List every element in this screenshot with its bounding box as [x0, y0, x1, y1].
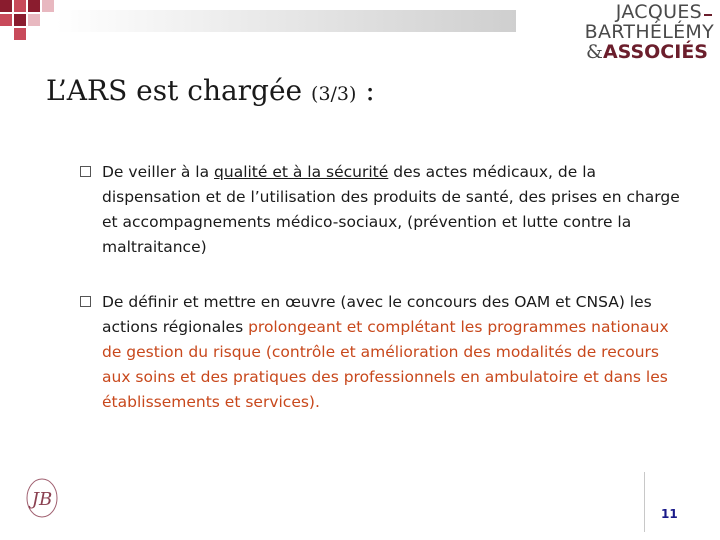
page-number: 11	[661, 507, 678, 521]
jb-monogram-logo	[24, 474, 60, 522]
slide-title-counter: (3/3)	[311, 83, 357, 105]
svg-text:JB: JB	[31, 489, 53, 510]
bullet-1-text-a: De veiller à la	[102, 163, 215, 181]
bullet-square-icon	[80, 296, 91, 307]
corner-squares-decoration	[0, 0, 60, 40]
slide-title-colon: :	[365, 74, 375, 107]
bullet-square-icon	[80, 166, 91, 177]
bullet-1-underlined: qualité et à la sécurité	[214, 163, 389, 181]
bullet-1-text-b: des actes médicaux, de la dispensation et de l’utilisation des produits de santé, des prises en charge et accompagnements médico-sociaux, (prévention et lutte contre la maltraitance)	[102, 163, 680, 256]
logo-name-jacques: JACQUES	[615, 1, 702, 23]
bullet-2-text-a: De définir et mettre en œuvre (avec le concours des OAM et CNSA) les actions régionales	[102, 293, 652, 336]
logo-line1	[514, 2, 714, 42]
slide-title-main: L’ARS est chargée	[46, 74, 303, 107]
logo-name-barthelemy: BARTHÉLÉMY	[584, 21, 714, 43]
logo-line2	[514, 42, 708, 62]
logo-associes: ASSOCIÉS	[602, 41, 708, 63]
bullet-2-highlight: prolongeant et complétant les programmes nationaux de gestion du risque (contrôle et amélioration des modalités de recours aux soins et des pratiques des professionnels en ambulatoire et dans les établissements et services).	[102, 318, 669, 411]
logo-ampersand: &	[586, 41, 603, 63]
bullet-list	[80, 160, 680, 445]
bullet-item-1	[80, 160, 680, 260]
header-bar	[56, 10, 516, 32]
page-number-divider	[644, 472, 645, 532]
slide-title	[46, 74, 375, 107]
company-logo	[514, 1, 714, 63]
bullet-item-2	[80, 290, 680, 415]
